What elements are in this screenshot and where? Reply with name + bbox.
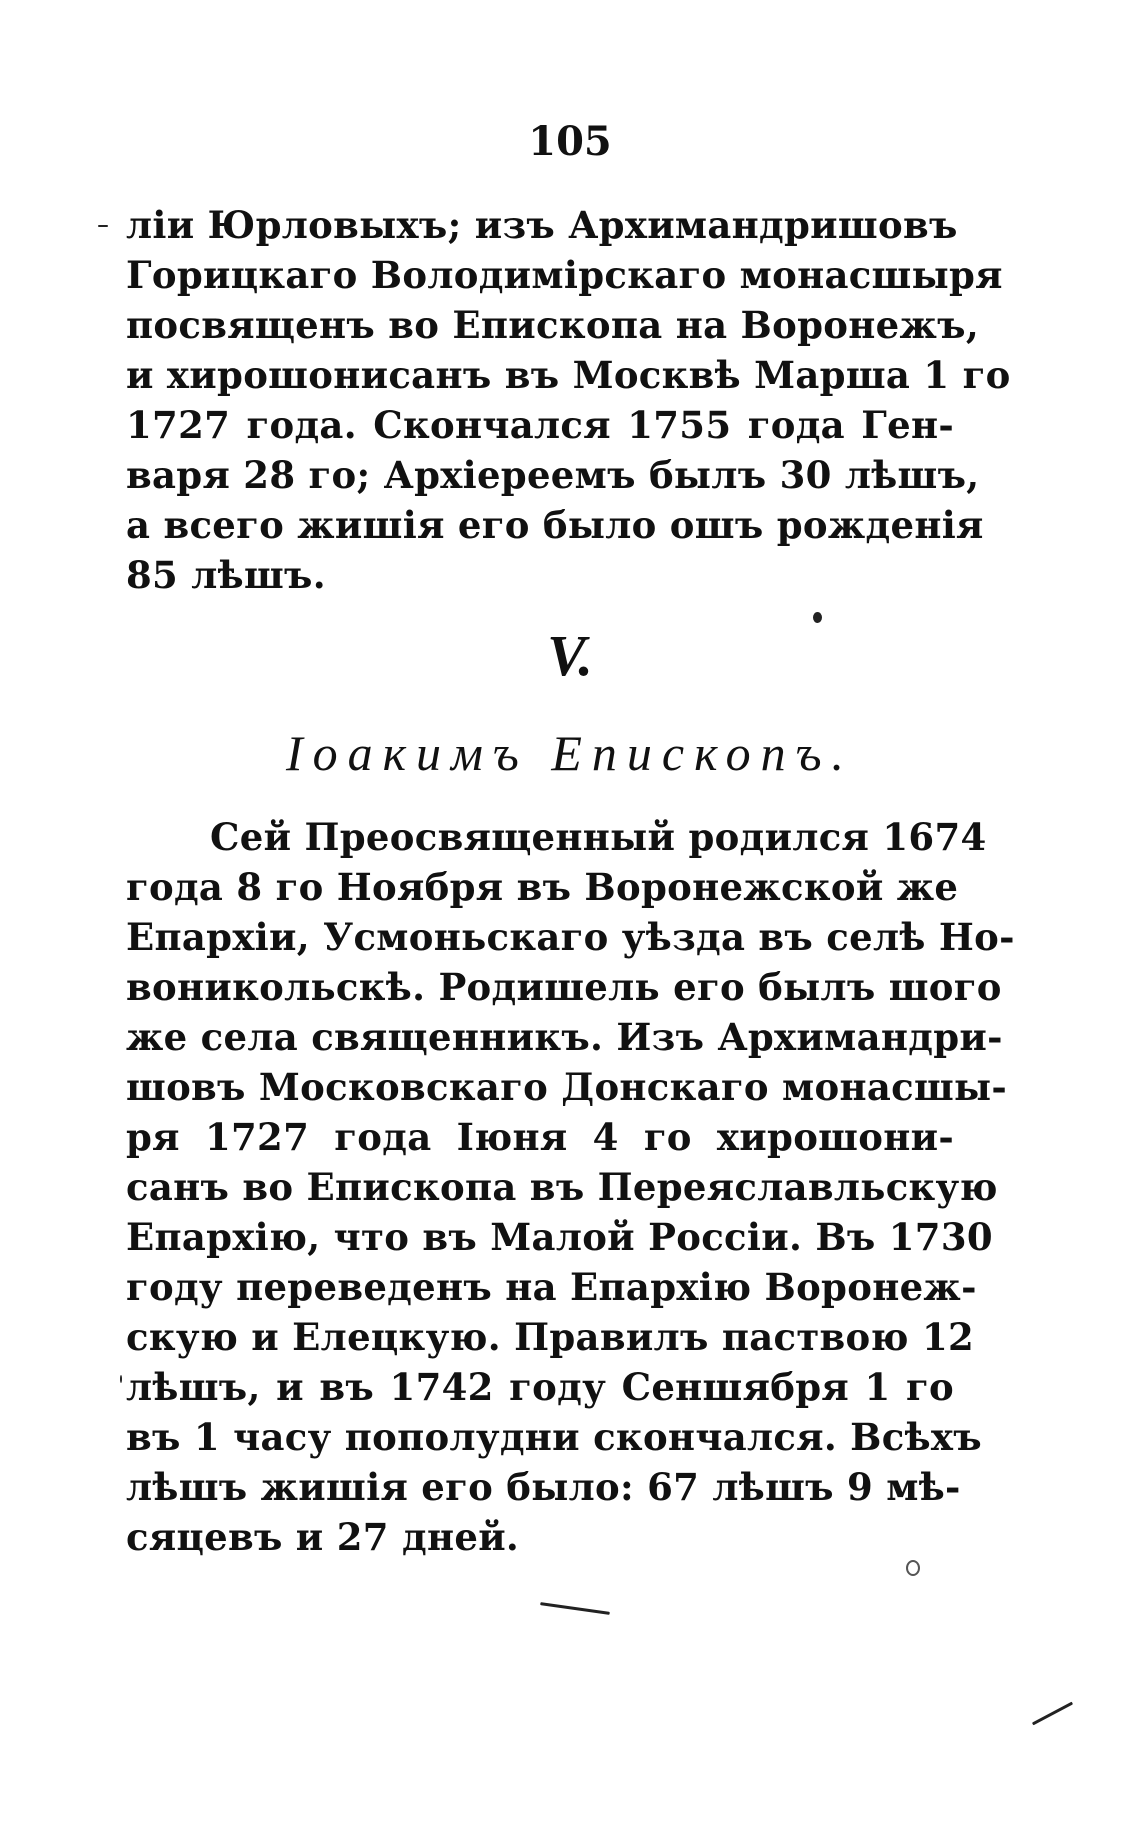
text-line: лѣшъ, и въ 1742 году Сеншября 1 го [126, 1365, 954, 1409]
text-line: скую и Елецкую. Правилъ паствою 12 [126, 1315, 975, 1359]
text-line: воникольскѣ. Родишель его былъ шого [126, 965, 1002, 1009]
page-number: 105 [528, 118, 612, 165]
scan-speck [813, 612, 822, 623]
text-line: Горицкаго Володимірскаго монасшыря [126, 253, 1003, 297]
text-line: Епархію, что въ Малой Россіи. Въ 1730 [126, 1215, 993, 1259]
scan-speck [540, 1602, 610, 1615]
text-line: посвященъ во Епископа на Воронежъ, [126, 303, 979, 347]
text-line: же села священникъ. Изъ Архимандри- [126, 1015, 1003, 1059]
text-line: въ 1 часу пополудни скончался. Всѣхъ [126, 1415, 982, 1459]
text-line: и хирошонисанъ въ Москвѣ Марша 1 го [126, 353, 1011, 397]
scan-speck [120, 1375, 122, 1383]
scan-speck [906, 1560, 920, 1576]
text-line: лѣшъ жишія его было: 67 лѣшъ 9 мѣ- [126, 1465, 961, 1509]
scan-speck [1032, 1702, 1073, 1726]
paragraph-body [126, 812, 1015, 1562]
scan-speck [98, 225, 108, 227]
text-line: санъ во Епископа въ Переяславльскую [126, 1165, 998, 1209]
section-heading: Іоакимъ Епископъ. [285, 725, 855, 781]
text-line: ря 1727 года Іюня 4 го хирошони- [126, 1115, 954, 1159]
text-line: ліи Юрловыхъ; изъ Архимандришовъ [126, 203, 958, 247]
text-line: сяцевъ и 27 дней. [126, 1515, 520, 1559]
text-line: года 8 го Ноября въ Воронежской же [126, 865, 959, 909]
text-line: варя 28 го; Архіереемъ былъ 30 лѣшъ, [126, 453, 980, 497]
section-numeral: V. [547, 623, 593, 688]
text-line: 1727 года. Скончался 1755 года Ген- [126, 403, 954, 447]
text-line: а всего жишія его было ошъ рожденія [126, 503, 984, 547]
paragraph-continuation [126, 200, 1011, 600]
text-line: Сей Преосвященный родился 1674 [210, 815, 987, 859]
text-line: 85 лѣшъ. [126, 553, 326, 597]
text-line: шовъ Московскаго Донскаго монасшы- [126, 1065, 1008, 1109]
text-line: году переведенъ на Епархію Воронеж- [126, 1265, 977, 1309]
text-line: Епархіи, Усмоньскаго уѣзда въ селѣ Но- [126, 915, 1015, 959]
